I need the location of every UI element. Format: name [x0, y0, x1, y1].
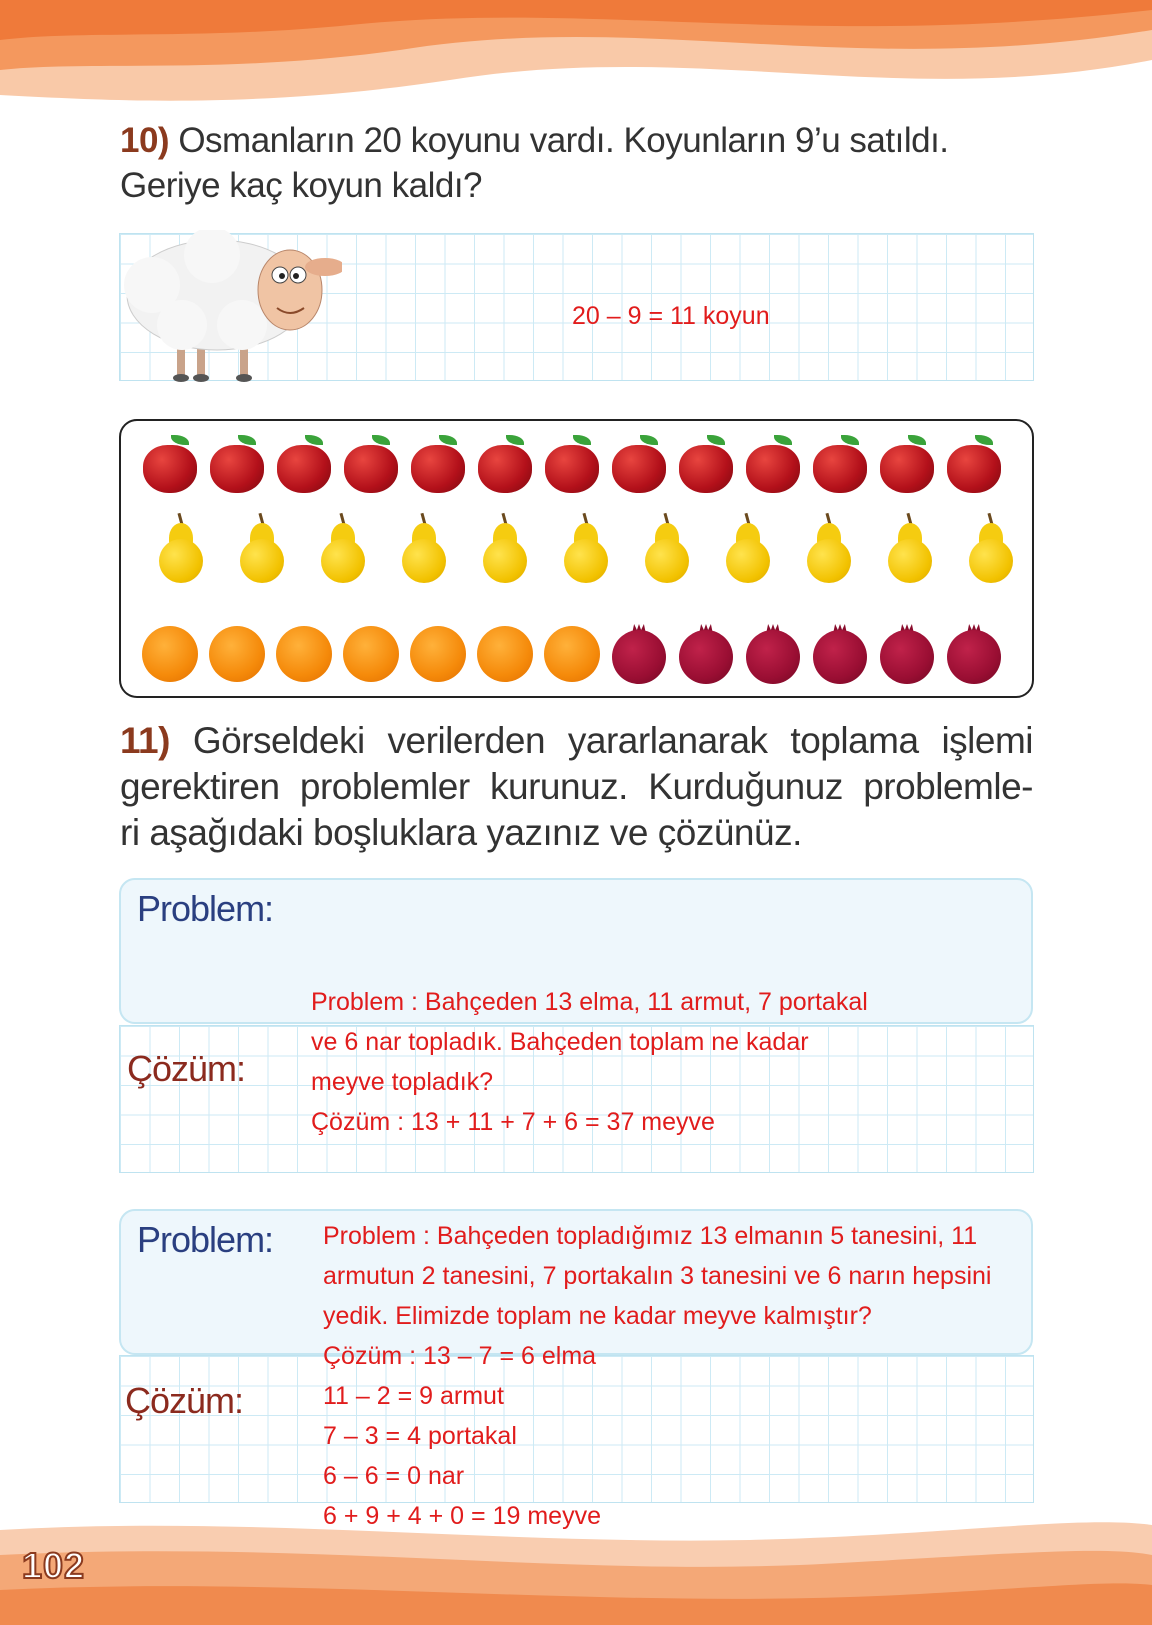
apple-icon — [342, 433, 399, 493]
pear-icon — [961, 513, 1018, 573]
orange-pomegranate-row — [141, 624, 1002, 684]
pear-icon — [718, 513, 775, 573]
question-text: Görseldeki verilerden yararlanarak toplama işlemi — [192, 720, 1033, 761]
apple-icon — [476, 433, 533, 493]
solution-label: Çözüm: — [127, 1048, 246, 1089]
orange-icon — [342, 624, 399, 684]
question-text: Osmanların 20 koyunu vardı. Koyunların 9’u satıldı. — [178, 121, 949, 160]
problem-label: Problem: — [137, 888, 274, 929]
question-10 — [120, 118, 1035, 208]
apple-icon — [744, 433, 801, 493]
pomegranate-icon — [878, 624, 935, 684]
question-number: 11) — [120, 720, 170, 761]
problem-label: Problem: — [137, 1219, 274, 1260]
pomegranate-icon — [811, 624, 868, 684]
question-text: Geriye kaç koyun kaldı? — [120, 166, 483, 205]
bottom-decorative-band — [0, 1515, 1152, 1625]
answer-text-10: 20 – 9 = 11 koyun — [572, 302, 770, 330]
pear-icon — [151, 513, 208, 573]
apple-icon — [543, 433, 600, 493]
fruit-picture-box — [119, 419, 1034, 698]
question-11 — [120, 718, 1033, 856]
pear-icon — [394, 513, 451, 573]
orange-icon — [409, 624, 466, 684]
apple-icon — [208, 433, 265, 493]
pear-icon — [799, 513, 856, 573]
answer-text-2: Problem : Bahçeden topladığımız 13 elmanın 5 tanesini, 11 armutun 2 tanesini, 7 portakalın 3 tanesini ve 6 narın hepsini yedik. Elimizde toplam ne kadar meyve kalmıştır? Çözüm : 13 – 7 = 6 elma 11 – 2 = 9 armut 7 – 3 = 4 portakal 6 – 6 = 0 nar 6 + 9 + 4 + 0 = 19 meyve — [323, 1222, 992, 1530]
pear-icon — [313, 513, 370, 573]
question-text: ri aşağıdaki boşluklara yazınız ve çözünüz. — [120, 812, 802, 853]
orange-icon — [476, 624, 533, 684]
orange-icon — [141, 624, 198, 684]
pear-icon — [637, 513, 694, 573]
pomegranate-icon — [744, 624, 801, 684]
orange-icon — [275, 624, 332, 684]
apple-icon — [811, 433, 868, 493]
apple-icon — [275, 433, 332, 493]
pomegranate-icon — [610, 624, 667, 684]
orange-icon — [208, 624, 265, 684]
question-number: 10) — [120, 121, 170, 160]
apple-icon — [945, 433, 1002, 493]
pear-icon — [232, 513, 289, 573]
page-number: 102 — [22, 1545, 86, 1586]
solution-label: Çözüm: — [125, 1380, 244, 1421]
pomegranate-icon — [677, 624, 734, 684]
pear-icon — [475, 513, 532, 573]
apple-row — [141, 433, 1002, 493]
top-decorative-band — [0, 0, 1152, 110]
apple-icon — [610, 433, 667, 493]
apple-icon — [409, 433, 466, 493]
orange-icon — [543, 624, 600, 684]
pear-icon — [556, 513, 613, 573]
apple-icon — [878, 433, 935, 493]
pear-row — [151, 513, 1018, 573]
sheep-illustration — [122, 230, 342, 382]
question-text: gerektiren problemler kurunuz. Kurduğunuz problemle- — [120, 766, 1033, 807]
pomegranate-icon — [945, 624, 1002, 684]
apple-icon — [141, 433, 198, 493]
answer-text-1: Problem : Bahçeden 13 elma, 11 armut, 7 portakal ve 6 nar topladık. Bahçeden toplam ne kadar meyve topladık? Çözüm : 13 + 11 + 7 + 6 = 37 meyve — [311, 988, 868, 1136]
pear-icon — [880, 513, 937, 573]
apple-icon — [677, 433, 734, 493]
